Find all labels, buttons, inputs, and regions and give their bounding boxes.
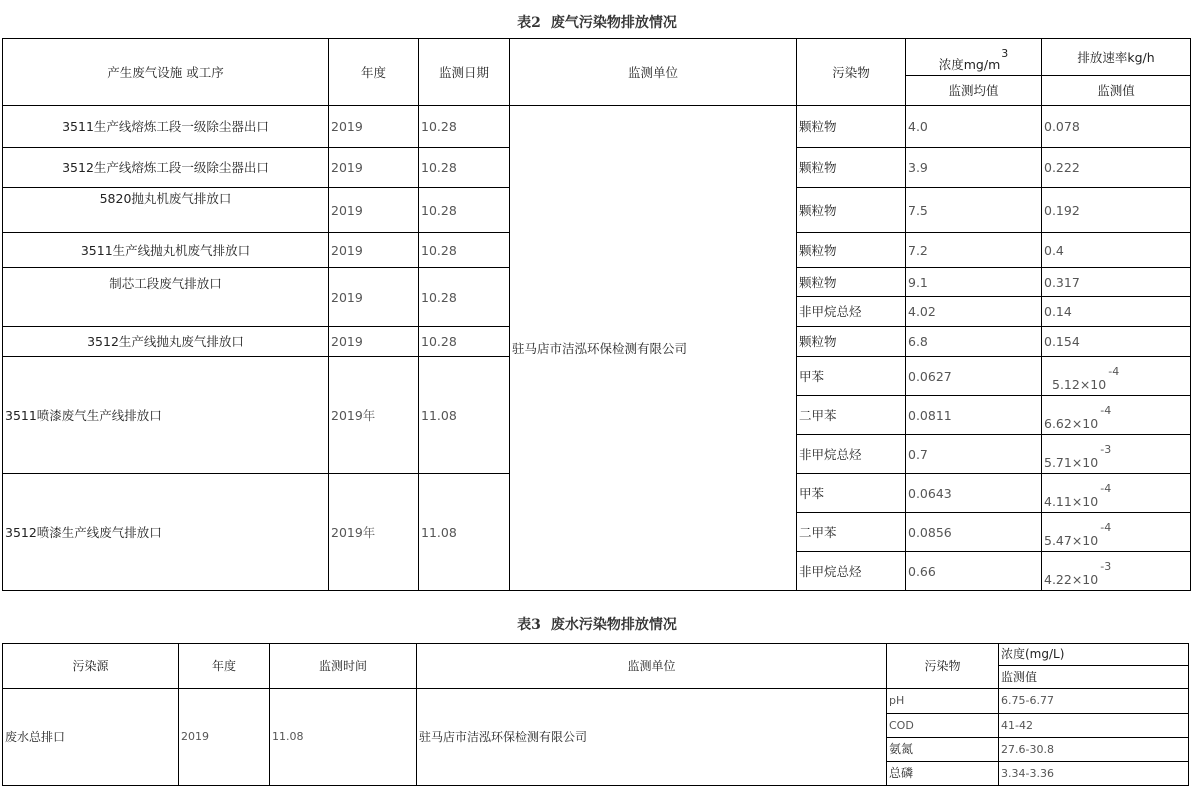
source-cell: 制芯工段废气排放口 (3, 268, 329, 327)
concentration-cell: 4.02 (906, 297, 1042, 327)
date-cell: 10.28 (419, 148, 510, 188)
pollutant-cell: 颗粒物 (797, 148, 906, 188)
header-source: 产生废气设施 或工序 (3, 39, 329, 106)
rate-cell: 0.192 (1042, 188, 1191, 233)
table3-caption (0, 614, 1194, 634)
header-monitor-value: 监测值 (999, 666, 1189, 689)
header-monitor-unit: 监测单位 (510, 39, 797, 106)
header-monitor-unit: 监测单位 (417, 644, 887, 689)
pollutant-cell: 颗粒物 (797, 106, 906, 148)
pollutant-cell: 非甲烷总烃 (797, 297, 906, 327)
concentration-cell: 9.1 (906, 268, 1042, 297)
pollutant-cell: 二甲苯 (797, 396, 906, 435)
value-cell: 27.6-30.8 (999, 738, 1189, 762)
concentration-cell: 0.0627 (906, 357, 1042, 396)
pollutant-cell: 非甲烷总烃 (797, 435, 906, 474)
date-cell: 11.08 (419, 474, 510, 591)
pollutant-cell: 颗粒物 (797, 233, 906, 268)
source-cell: 3511生产线熔炼工段一级除尘器出口 (3, 106, 329, 148)
table3-caption-text: 废水污染物排放情况 (550, 617, 677, 633)
value-cell: 3.34-3.36 (999, 762, 1189, 786)
monitor-time-cell: 11.08 (270, 689, 417, 786)
date-cell: 11.08 (419, 357, 510, 474)
table3-caption-number: 表3 (517, 617, 541, 633)
rate-cell: 5.12×10 -4 (1042, 357, 1191, 396)
header-pollutant: 污染物 (797, 39, 906, 106)
rate-cell: 0.4 (1042, 233, 1191, 268)
pollutant-cell: 甲苯 (797, 357, 906, 396)
concentration-cell: 0.7 (906, 435, 1042, 474)
source-cell: 3511生产线抛丸机废气排放口 (3, 233, 329, 268)
table-row (3, 689, 1189, 714)
pollutant-cell: 颗粒物 (797, 327, 906, 357)
header-concentration: 浓度mg/m3 (906, 39, 1042, 76)
header-concentration-mean: 监测均值 (906, 76, 1042, 106)
rate-cell: 5.71×10 -3 (1042, 435, 1191, 474)
rate-cell: 0.317 (1042, 268, 1191, 297)
date-cell: 10.28 (419, 233, 510, 268)
rate-cell: 5.47×10 -4 (1042, 513, 1191, 552)
table3-header-row (3, 644, 1189, 666)
date-cell: 10.28 (419, 188, 510, 233)
rate-cell: 6.62×10 -4 (1042, 396, 1191, 435)
date-cell: 10.28 (419, 327, 510, 357)
rate-cell: 0.078 (1042, 106, 1191, 148)
concentration-cell: 0.0811 (906, 396, 1042, 435)
concentration-cell: 7.5 (906, 188, 1042, 233)
rate-cell: 0.154 (1042, 327, 1191, 357)
pollutant-cell: 颗粒物 (797, 268, 906, 297)
pollutant-cell: 氨氮 (887, 738, 999, 762)
table2-caption (0, 12, 1194, 32)
date-cell: 10.28 (419, 106, 510, 148)
year-cell: 2019 (179, 689, 270, 786)
year-cell: 2019 (329, 233, 419, 268)
pollutant-cell: 甲苯 (797, 474, 906, 513)
year-cell: 2019年 (329, 357, 419, 474)
header-year: 年度 (179, 644, 270, 689)
concentration-cell: 3.9 (906, 148, 1042, 188)
source-cell: 5820抛丸机废气排放口 (3, 188, 329, 233)
concentration-cell: 7.2 (906, 233, 1042, 268)
year-cell: 2019 (329, 188, 419, 233)
concentration-cell: 6.8 (906, 327, 1042, 357)
pollutant-cell: 非甲烷总烃 (797, 552, 906, 591)
table2-caption-number: 表2 (517, 15, 541, 31)
concentration-cell: 0.0856 (906, 513, 1042, 552)
rate-cell: 0.14 (1042, 297, 1191, 327)
pollutant-cell: pH (887, 689, 999, 714)
concentration-cell: 0.66 (906, 552, 1042, 591)
table2-header-row (3, 39, 1191, 76)
concentration-cell: 4.0 (906, 106, 1042, 148)
pollutant-cell: 颗粒物 (797, 188, 906, 233)
pollution-source-cell: 废水总排口 (3, 689, 179, 786)
year-cell: 2019年 (329, 474, 419, 591)
pollutant-cell: 总磷 (887, 762, 999, 786)
header-concentration: 浓度(mg/L) (999, 644, 1189, 666)
header-pollutant: 污染物 (887, 644, 999, 689)
source-cell: 3512喷漆生产线废气排放口 (3, 474, 329, 591)
waste-gas-emission-table (2, 38, 1191, 591)
header-pollution-source: 污染源 (3, 644, 179, 689)
header-emission-rate: 排放速率kg/h (1042, 39, 1191, 76)
rate-cell: 4.22×10 -3 (1042, 552, 1191, 591)
header-date: 监测日期 (419, 39, 510, 106)
pollutant-cell: 二甲苯 (797, 513, 906, 552)
source-cell: 3511喷漆废气生产线排放口 (3, 357, 329, 474)
table2-caption-text: 废气污染物排放情况 (550, 15, 677, 31)
source-cell: 3512生产线熔炼工段一级除尘器出口 (3, 148, 329, 188)
header-year: 年度 (329, 39, 419, 106)
value-cell: 41-42 (999, 714, 1189, 738)
header-monitor-time: 监测时间 (270, 644, 417, 689)
rate-cell: 4.11×10 -4 (1042, 474, 1191, 513)
monitor-unit-cell: 驻马店市洁泓环保检测有限公司 (510, 106, 797, 591)
monitor-unit-cell: 驻马店市洁泓环保检测有限公司 (417, 689, 887, 786)
pollutant-cell: COD (887, 714, 999, 738)
waste-water-emission-table (2, 643, 1189, 786)
source-cell: 3512生产线抛丸废气排放口 (3, 327, 329, 357)
header-rate-value: 监测值 (1042, 76, 1191, 106)
rate-cell: 0.222 (1042, 148, 1191, 188)
date-cell: 10.28 (419, 268, 510, 327)
value-cell: 6.75-6.77 (999, 689, 1189, 714)
year-cell: 2019 (329, 327, 419, 357)
year-cell: 2019 (329, 106, 419, 148)
year-cell: 2019 (329, 148, 419, 188)
concentration-cell: 0.0643 (906, 474, 1042, 513)
year-cell: 2019 (329, 268, 419, 327)
table-row (3, 106, 1191, 148)
